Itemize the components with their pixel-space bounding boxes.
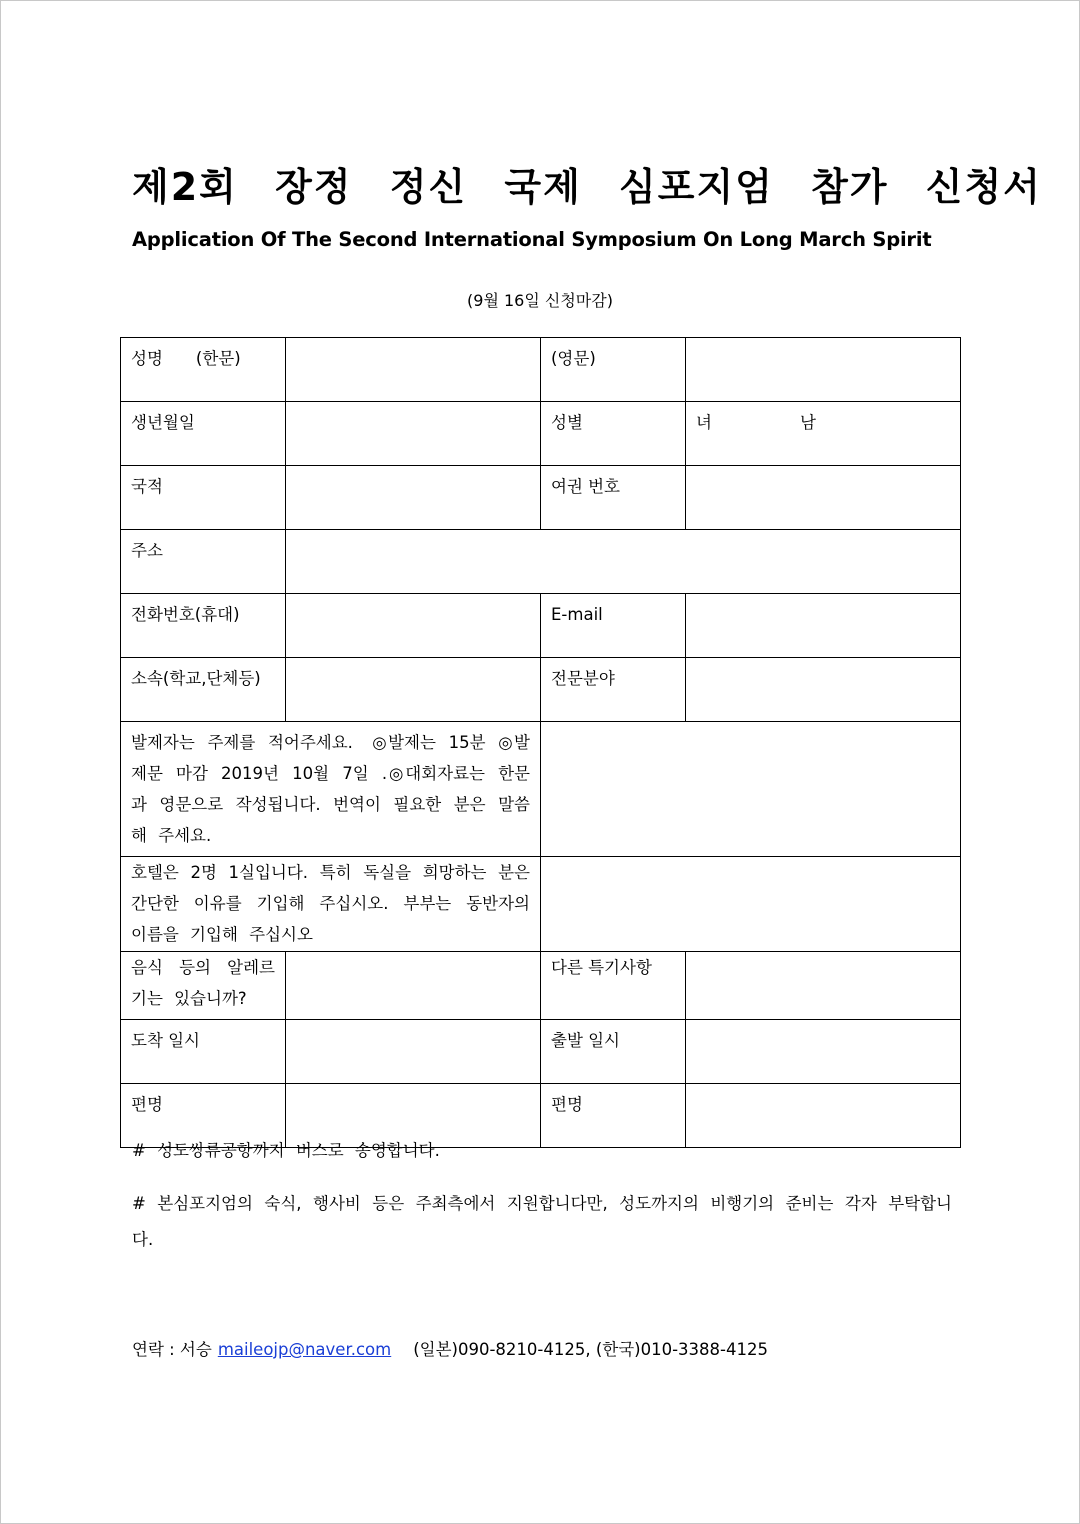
affiliation-label: 소속(학교,단체등) <box>121 658 286 722</box>
gender-female-option[interactable]: 녀 <box>696 413 712 432</box>
form-title: 제2회 장정 정신 국제 심포지엄 참가 신청서 <box>132 165 1042 209</box>
table-row <box>121 1020 961 1084</box>
hotel-field[interactable] <box>541 857 961 952</box>
email-field[interactable] <box>686 594 961 658</box>
name-english-field[interactable] <box>686 338 961 402</box>
name-label: 성명 (한문) <box>121 338 286 402</box>
allergy-field[interactable] <box>286 952 541 1020</box>
table-row <box>121 594 961 658</box>
table-row <box>121 857 961 952</box>
table-row <box>121 658 961 722</box>
nationality-label: 국적 <box>121 466 286 530</box>
deadline-note: (9월 16일 신청마감) <box>467 291 613 310</box>
birthdate-field[interactable] <box>286 402 541 466</box>
field-label: 전문분야 <box>541 658 686 722</box>
departure-flight-label: 편명 <box>541 1084 686 1148</box>
name-english-label: (영문) <box>541 338 686 402</box>
bus-note: # 성도쌍류공항까지 버스로 송영합니다. <box>132 1141 440 1160</box>
nationality-field[interactable] <box>286 466 541 530</box>
phone-field[interactable] <box>286 594 541 658</box>
allergy-label: 음식 등의 알레르기는 있습니까? <box>121 952 286 1020</box>
name-hanja-field[interactable] <box>286 338 541 402</box>
contact-email-link[interactable]: maileojp@naver.com <box>217 1340 392 1359</box>
address-field[interactable] <box>286 530 961 594</box>
other-field[interactable] <box>686 952 961 1020</box>
table-row <box>121 722 961 857</box>
presenter-topic-field[interactable] <box>541 722 961 857</box>
affiliation-field[interactable] <box>286 658 541 722</box>
table-row <box>121 466 961 530</box>
support-note: # 본심포지엄의 숙식, 행사비 등은 주최측에서 지원합니다만, 성도까지의 비행기의 준비는 각자 부탁합니다. <box>132 1194 952 1249</box>
departure-label: 출발 일시 <box>541 1020 686 1084</box>
table-row <box>121 530 961 594</box>
contact-phones: (일본)090-8210-4125, (한국)010-3388-4125 <box>413 1340 768 1359</box>
other-label: 다른 특기사항 <box>541 952 686 1020</box>
email-label: E-mail <box>541 594 686 658</box>
table-row <box>121 402 961 466</box>
table-row <box>121 338 961 402</box>
gender-male-option[interactable]: 남 <box>800 413 816 432</box>
presenter-note: 발제자는 주제를 적어주세요. ◎발제는 15분 ◎발제문 마감 2019년 10월 7일 .◎대회자료는 한문과 영문으로 작성됩니다. 번역이 필요한 분은 말씀해 주세요. <box>121 722 541 857</box>
birthdate-label: 생년월일 <box>121 402 286 466</box>
arrival-flight-label: 편명 <box>121 1084 286 1148</box>
arrival-field[interactable] <box>286 1020 541 1084</box>
departure-field[interactable] <box>686 1020 961 1084</box>
passport-field[interactable] <box>686 466 961 530</box>
table-row <box>121 952 961 1020</box>
hotel-note: 호텔은 2명 1실입니다. 특히 독실을 희망하는 분은 간단한 이유를 기입해 주십시오. 부부는 동반자의 이름을 기입해 주십시오 <box>121 857 541 952</box>
application-form-table <box>120 337 961 1148</box>
gender-label: 성별 <box>541 402 686 466</box>
passport-label: 여권 번호 <box>541 466 686 530</box>
phone-label: 전화번호(휴대) <box>121 594 286 658</box>
gender-field[interactable] <box>686 402 961 466</box>
address-label: 주소 <box>121 530 286 594</box>
contact-line <box>132 1334 768 1366</box>
arrival-label: 도착 일시 <box>121 1020 286 1084</box>
contact-prefix: 연락 : 서승 <box>132 1340 212 1359</box>
field-field[interactable] <box>686 658 961 722</box>
form-subtitle: Application Of The Second International Symposium On Long March Spirit <box>132 228 932 251</box>
